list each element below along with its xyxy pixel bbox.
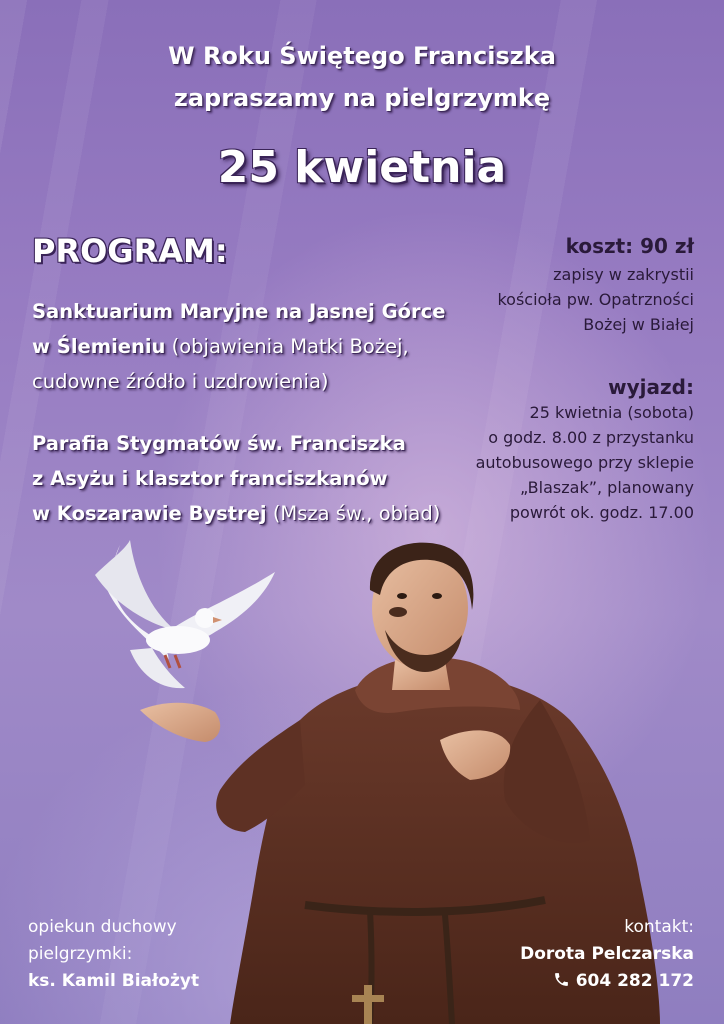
program-item-1-line-2: w Ślemieniu — [32, 335, 166, 358]
guardian-name: ks. Kamil Białożyt — [28, 971, 200, 991]
departure-line: autobusowego przy sklepie — [475, 453, 694, 472]
header-line-2: zapraszamy na pielgrzymkę — [173, 84, 551, 112]
program-item-1-line-1: Sanktuarium Maryjne na Jasnej Górce — [32, 300, 446, 323]
program-item-1-note: (objawienia Matki Bożej, — [171, 335, 409, 358]
contact-phone-row — [520, 968, 694, 995]
departure-line: powrót ok. godz. 17.00 — [509, 503, 694, 522]
program-item-2-line-3: w Koszarawie Bystrej — [32, 502, 267, 525]
departure-line: o godz. 8.00 z przystanku — [488, 428, 694, 447]
cost-line: kościoła pw. Opatrzności — [497, 290, 694, 309]
program-item-2-line-2: z Asyżu i klasztor franciszkanów — [32, 467, 388, 490]
program-item-parish — [32, 426, 452, 531]
departure-heading: wyjazd: — [608, 375, 694, 399]
cost-heading: koszt: 90 zł — [565, 234, 694, 258]
departure-details — [394, 400, 694, 525]
program-item-2-line-1: Parafia Stygmatów św. Franciszka — [32, 432, 406, 455]
program-item-1-note-line: cudowne źródło i uzdrowienia) — [32, 370, 329, 393]
guardian-label-2: pielgrzymki: — [28, 944, 133, 964]
dove-figure — [95, 540, 275, 688]
left-hand — [140, 703, 220, 742]
date-title: 25 kwietnia — [217, 142, 507, 193]
program-item-2-note: (Msza św., obiad) — [272, 502, 441, 525]
header-line-1: W Roku Świętego Franciszka — [168, 42, 556, 70]
program-item-sanctuary — [32, 294, 452, 399]
cost-details — [394, 262, 694, 337]
contact-label: kontakt: — [624, 917, 694, 937]
cost-line: zapisy w zakrystii — [553, 265, 694, 284]
contact-phone: 604 282 172 — [575, 971, 694, 991]
guardian-label-1: opiekun duchowy — [28, 917, 177, 937]
phone-icon — [553, 971, 570, 988]
guardian-block — [28, 914, 199, 995]
contact-block — [520, 914, 694, 995]
cost-line: Bożej w Białej — [583, 315, 694, 334]
program-heading: PROGRAM: — [32, 232, 228, 270]
departure-line: „Blaszak”, planowany — [519, 478, 694, 497]
departure-line: 25 kwietnia (sobota) — [529, 403, 694, 422]
contact-name: Dorota Pelczarska — [520, 944, 694, 964]
